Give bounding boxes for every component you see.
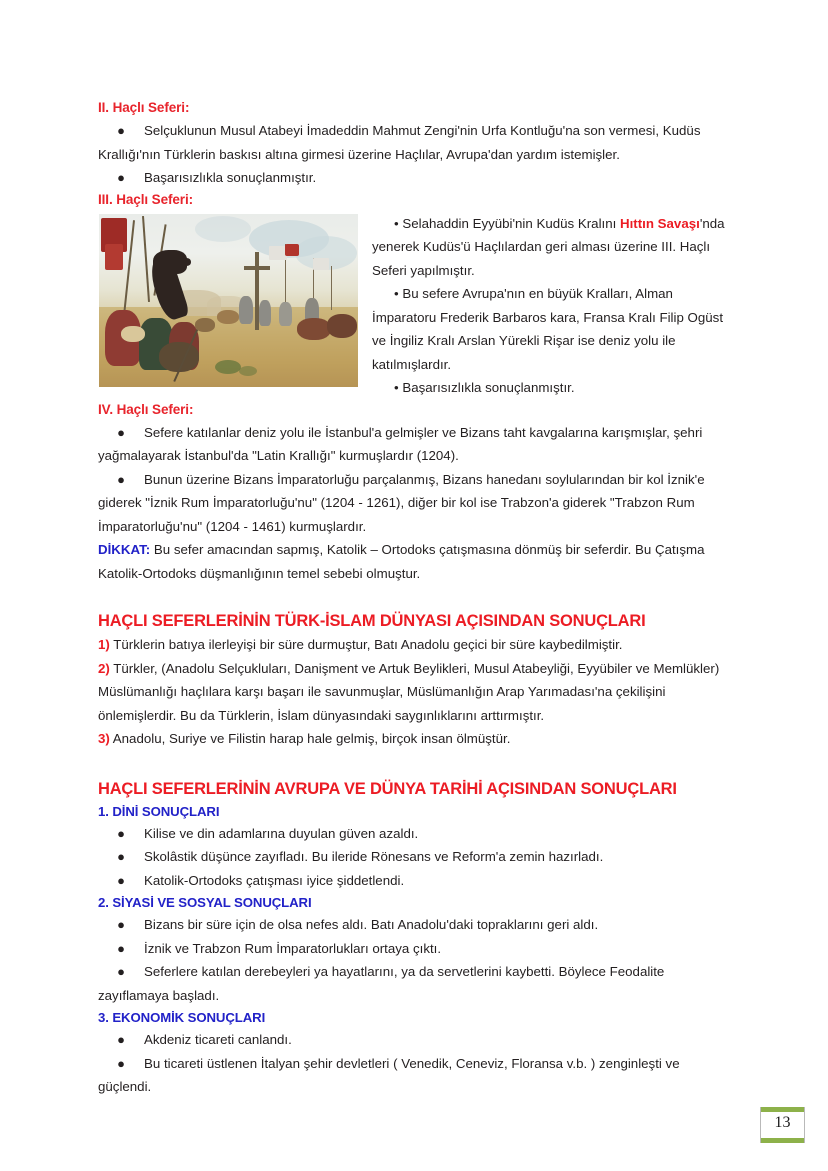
image-cloud xyxy=(195,216,251,242)
numbered-item xyxy=(98,633,732,657)
image-white-flag xyxy=(313,258,329,270)
item-marker: 2) xyxy=(98,660,110,676)
heading-crusade-4: IV. Haçlı Seferi: xyxy=(98,401,194,417)
list-item xyxy=(98,845,732,869)
page-content xyxy=(98,98,732,1099)
bullet-dot-icon: ● xyxy=(117,849,125,864)
bullet-dot-icon: ● xyxy=(117,471,125,487)
dikkat-note xyxy=(98,538,732,585)
list-item xyxy=(98,960,732,1007)
list-item xyxy=(98,421,732,468)
item-text: Anadolu, Suriye ve Filistin harap hale gelmiş, birçok insan ölmüştür. xyxy=(109,731,511,746)
list-item xyxy=(98,869,732,893)
image-flagpole xyxy=(331,266,332,310)
crusade-3-text-column xyxy=(372,212,732,400)
page-number-bottom-bar xyxy=(761,1138,804,1143)
bullet-dot-icon: ● xyxy=(117,964,125,979)
image-knight xyxy=(259,300,271,326)
item-text: Türkler, (Anadolu Selçukluları, Danişment ve Artuk Beylikleri, Musul Atabeyliği, Eyyübiler ve Memlükler) Müslümanlığı haçlılara karşı başarı ile savunmuşlar, Müslümanlığın Arap Yarımadası'na çekilişini önlemişlerdir. Bu da Türklerin, İslam dünyasındaki saygınlıklarını arttırmıştır. xyxy=(98,660,720,723)
bullet-dot-icon: ● xyxy=(117,1055,125,1071)
paragraph: • Başarısızlıkla sonuçlanmıştır. xyxy=(394,380,575,395)
battle-name-highlight: Hıttın Savaşı xyxy=(620,215,700,231)
list-item-text: Seferlere katılan derebeyleri ya hayatlarını, ya da servetlerini kaybetti. Böylece Feodalite zayıflamaya başladı. xyxy=(98,964,665,1003)
bullet-dot-icon: ● xyxy=(117,123,125,138)
bullet-dot-icon: ● xyxy=(117,424,125,440)
item-text: Türklerin batıya ilerleyişi bir süre durmuştur, Batı Anadolu geçici bir süre kaybedilmiştir. xyxy=(109,637,623,652)
image-soldier xyxy=(217,310,239,324)
image-bush xyxy=(239,366,257,376)
page-number-box xyxy=(760,1107,805,1143)
item-marker: 3) xyxy=(98,731,110,746)
image-knight xyxy=(239,296,253,324)
item-marker: 1) xyxy=(98,637,110,652)
list-item-text: Başarısızlıkla sonuçlanmıştır. xyxy=(144,170,317,185)
list-item xyxy=(98,119,732,166)
image-cross-bar xyxy=(244,266,270,270)
bullet-dot-icon: ● xyxy=(117,1032,125,1047)
heading-religious-results: 1. DİNİ SONUÇLARI xyxy=(98,803,220,819)
bullet-dot-icon: ● xyxy=(117,170,125,185)
paragraph-text-pre: • Selahaddin Eyyübi'nin Kudüs Kralını xyxy=(394,215,620,231)
figure-and-text-block xyxy=(98,212,732,400)
list-item-text: Katolik-Ortodoks çatışması iyice şiddetlendi. xyxy=(144,872,405,888)
list-item-text: Akdeniz ticareti canlandı. xyxy=(144,1032,292,1047)
list-item xyxy=(98,468,732,539)
image-shield xyxy=(121,326,145,342)
list-item-text: Selçuklunun Musul Atabeyi İmadeddin Mahmut Zengi'nin Urfa Kontluğu'na son vermesi, Kudüs Krallığı'nın Türklerin baskısı altına girmesi üzerine Haçlılar, Avrupa'dan yardım istemişler. xyxy=(98,123,701,162)
dikkat-text: Bu sefer amacından sapmış, Katolik – Ortodoks çatışmasına dönmüş bir seferdir. Bu Çatışma Katolik-Ortodoks düşmanlığının temel sebebi olmuştur. xyxy=(98,542,705,581)
image-horse-body xyxy=(327,314,357,338)
heading-crusade-3: III. Haçlı Seferi: xyxy=(98,191,193,207)
bullet-dot-icon: ● xyxy=(117,825,125,841)
list-item-text: Kilise ve din adamlarına duyulan güven azaldı. xyxy=(144,825,419,841)
bullet-dot-icon: ● xyxy=(117,917,125,932)
numbered-item xyxy=(98,657,732,728)
dikkat-label: DİKKAT: xyxy=(98,542,151,557)
heading-political-social-results: 2. SİYASİ VE SOSYAL SONUÇLARI xyxy=(98,895,312,910)
list-item xyxy=(98,822,732,846)
list-item-text: İznik ve Trabzon Rum İmparatorlukları ortaya çıktı. xyxy=(144,940,442,956)
list-item xyxy=(98,1052,732,1099)
image-horse-body xyxy=(297,318,331,340)
bullet-dot-icon: ● xyxy=(117,940,125,956)
page-number: 13 xyxy=(774,1114,791,1131)
list-item-text: Bizans bir süre için de olsa nefes aldı. Batı Anadolu'daki topraklarını geri aldı. xyxy=(144,917,599,932)
paragraph-text-post: 'nda yenerek Kudüs'ü Haçlılardan geri alması üzerine III. Haçlı Seferi yapılmıştır. xyxy=(372,215,725,278)
list-item xyxy=(98,166,732,190)
image-bush xyxy=(215,360,241,374)
image-knight xyxy=(279,302,292,326)
list-item xyxy=(98,937,732,961)
list-item-text: Skolâstik düşünce zayıfladı. Bu ileride Rönesans ve Reform'a zemin hazırladı. xyxy=(144,849,604,864)
image-soldier xyxy=(195,318,215,332)
list-item-text: Sefere katılanlar deniz yolu ile İstanbul'a gelmişler ve Bizans taht kavgalarına karışmışlar, şehri yağmalayarak İstanbul'da "Latin Krallığı" kurmuşlardır (1204). xyxy=(98,424,703,463)
heading-europe-world-results: HAÇLI SEFERLERİNİN AVRUPA VE DÜNYA TARİHİ AÇISINDAN SONUÇLARI xyxy=(98,779,677,798)
list-item-text: Bu ticareti üstlenen İtalyan şehir devletleri ( Venedik, Ceneviz, Floransa v.b. ) zenginleşti ve güçlendi. xyxy=(98,1055,680,1094)
paragraph: • Bu sefere Avrupa'nın en büyük Kralları, Alman İmparatoru Frederik Barbaros kara, Fransa Kralı Filip Ogüst ve İngiliz Kralı Arslan Yürekli Rişar ise deniz yolu ile katılmışlardır. xyxy=(372,286,724,372)
heading-economic-results: 3. EKONOMİK SONUÇLARI xyxy=(98,1010,266,1025)
image-red-banner xyxy=(105,244,123,270)
numbered-item xyxy=(98,727,732,751)
bullet-dot-icon: ● xyxy=(117,872,125,888)
list-item xyxy=(98,1028,732,1052)
heading-crusade-2: II. Haçlı Seferi: xyxy=(98,100,190,115)
battle-of-hattin-image xyxy=(99,214,358,387)
list-item xyxy=(98,913,732,937)
list-item-text: Bunun üzerine Bizans İmparatorluğu parçalanmış, Bizans hanedanı soylularından bir kol İznik'e giderek "İznik Rum İmparatorluğu'nu" (1204 - 1261), diğer bir kol ise Trabzon'a giderek "Trabzon Rum İmparatorluğu'nu" (1204 - 1461) kurmuşlardır. xyxy=(98,471,705,534)
paragraph xyxy=(372,212,732,283)
page-number-top-bar xyxy=(761,1107,804,1112)
image-horse-ear xyxy=(181,258,191,266)
image-red-flag xyxy=(285,244,299,256)
heading-turk-islam-results: HAÇLI SEFERLERİNİN TÜRK-İSLAM DÜNYASI AÇISINDAN SONUÇLARI xyxy=(98,612,646,630)
